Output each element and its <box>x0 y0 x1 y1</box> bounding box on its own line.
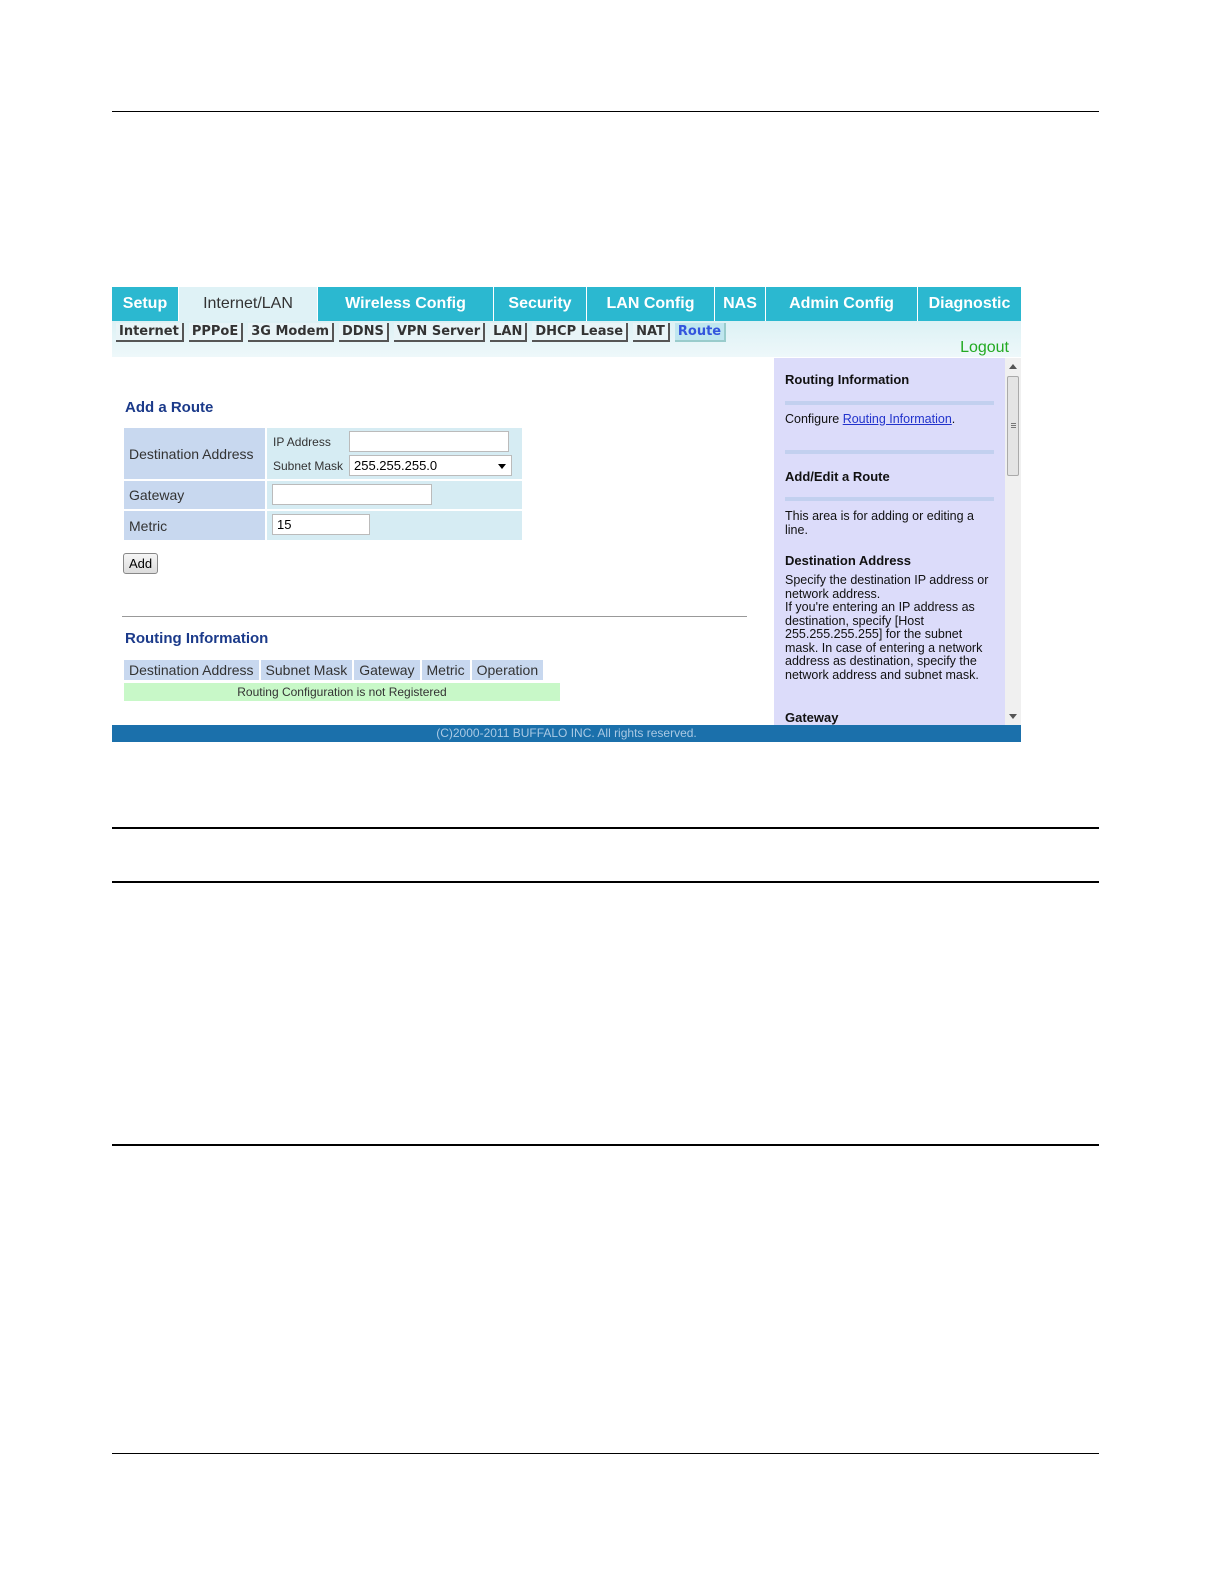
tab-internet-lan[interactable]: Internet/LAN <box>179 287 318 321</box>
add-button[interactable]: Add <box>123 553 158 574</box>
help-configure-text <box>785 413 995 427</box>
gateway-input[interactable] <box>272 484 432 505</box>
subtab-vpn-server[interactable]: VPN Server <box>394 323 485 342</box>
subtab-pppoe[interactable]: PPPoE <box>189 323 243 342</box>
ip-address-label: IP Address <box>273 435 331 449</box>
col-destination-address: Destination Address <box>124 660 259 680</box>
metric-label: Metric <box>124 511 265 540</box>
help-scrollbar[interactable] <box>1005 358 1021 725</box>
chevron-down-icon <box>498 464 506 469</box>
tab-admin-config[interactable]: Admin Config <box>766 287 918 321</box>
help-title-routing-info: Routing Information <box>785 372 910 387</box>
help-separator <box>785 450 994 454</box>
page-rule <box>112 881 1099 883</box>
subtab-internet[interactable]: Internet <box>116 323 184 342</box>
subtab-route[interactable]: Route <box>675 323 726 342</box>
scroll-thumb[interactable] <box>1007 376 1019 476</box>
metric-row <box>124 511 522 540</box>
logout-link[interactable]: Logout <box>960 339 1009 356</box>
help-panel <box>774 358 1005 725</box>
help-title-add-edit: Add/Edit a Route <box>785 469 890 484</box>
routing-info-heading: Routing Information <box>125 630 269 647</box>
subnet-mask-value: 255.255.255.0 <box>354 458 438 473</box>
scroll-down-arrow-icon[interactable] <box>1009 714 1017 719</box>
col-gateway: Gateway <box>354 660 419 680</box>
add-route-form <box>124 428 522 542</box>
grip-icon <box>1011 423 1016 424</box>
subnet-mask-select[interactable] <box>349 455 512 476</box>
ip-address-input[interactable] <box>349 431 509 452</box>
copyright-footer: (C)2000-2011 BUFFALO INC. All rights reserved. <box>112 725 1021 742</box>
subnet-mask-label: Subnet Mask <box>273 459 344 473</box>
scroll-up-arrow-icon[interactable] <box>1009 364 1017 369</box>
gateway-row <box>124 481 522 509</box>
subtab-lan[interactable]: LAN <box>490 323 527 342</box>
section-divider <box>122 616 747 617</box>
subtab-dhcp-lease[interactable]: DHCP Lease <box>532 323 628 342</box>
help-destination-text: Specify the destination IP address or network address. If you're entering an IP address as destination, specify [Host 255.255.255.255] for the subnet mask. In case of entering a network address as destination, specify the network address and subnet mask. <box>785 573 989 682</box>
tab-diagnostic[interactable]: Diagnostic <box>928 295 1011 312</box>
subtab-3g-modem[interactable]: 3G Modem <box>248 323 334 342</box>
sub-tab-band <box>112 321 1021 357</box>
col-operation: Operation <box>472 660 543 680</box>
help-configure-prefix: Configure <box>785 412 843 426</box>
page-rule <box>112 1144 1099 1146</box>
main-tab-bar <box>112 287 1021 321</box>
col-subnet-mask: Subnet Mask <box>261 660 353 680</box>
add-route-heading: Add a Route <box>125 399 214 416</box>
tab-setup[interactable]: Setup <box>112 287 179 321</box>
sub-tab-bar <box>116 323 726 342</box>
routing-table-header <box>124 660 543 680</box>
help-separator <box>785 497 994 501</box>
gateway-label: Gateway <box>124 481 265 509</box>
tab-lan-config[interactable]: LAN Config <box>587 287 715 321</box>
page-rule-top <box>112 111 1099 112</box>
gateway-field <box>267 481 522 509</box>
col-metric: Metric <box>422 660 470 680</box>
metric-field <box>267 511 522 540</box>
help-separator <box>785 401 994 405</box>
help-title-gateway: Gateway <box>785 710 839 725</box>
destination-row <box>124 428 522 479</box>
metric-input[interactable] <box>272 514 370 535</box>
destination-label: Destination Address <box>124 428 265 479</box>
page-rule-bottom <box>112 1453 1099 1454</box>
subtab-nat[interactable]: NAT <box>633 323 670 342</box>
subtab-ddns[interactable]: DDNS <box>339 323 389 342</box>
help-title-destination: Destination Address <box>785 553 911 568</box>
tab-nas[interactable]: NAS <box>715 287 766 321</box>
help-configure-suffix: . <box>951 412 956 426</box>
tab-security[interactable]: Security <box>494 287 587 321</box>
page-rule <box>112 827 1099 829</box>
routing-info-link[interactable]: Routing Information <box>842 412 952 426</box>
destination-fields <box>267 428 522 479</box>
tab-wireless-config[interactable]: Wireless Config <box>318 287 494 321</box>
routing-empty-message: Routing Configuration is not Registered <box>124 683 560 701</box>
router-admin-screenshot <box>112 287 1021 742</box>
help-add-edit-text: This area is for adding or editing a line. <box>785 509 974 537</box>
